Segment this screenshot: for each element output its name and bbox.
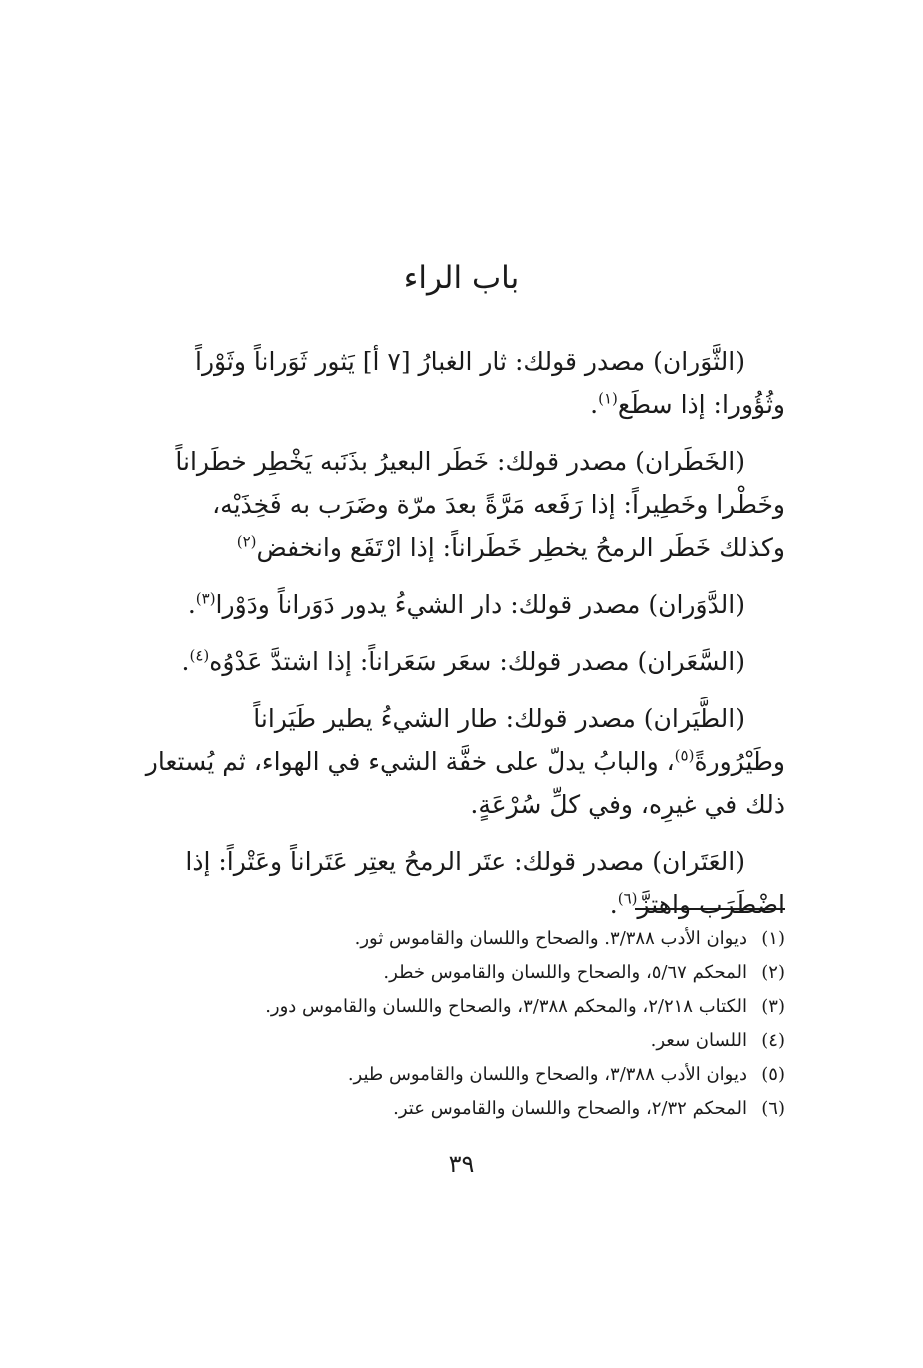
entry-line: وثُؤُورا: إذا سطَع$^{(١)}$. — [590, 389, 785, 419]
entry-ataran — [135, 840, 785, 926]
footnote: (٢)المحكم ٥/٦٧، والصحاح واللسان والقاموس خطر. — [383, 962, 785, 983]
footnote: (٦)المحكم ٢/٣٢، والصحاح واللسان والقاموس عتر. — [393, 1098, 785, 1119]
footnote-ref: (٥) — [674, 746, 695, 765]
entry-khataran — [135, 440, 785, 569]
footnote: (٥)ديوان الأدب ٣/٣٨٨، والصحاح واللسان والقاموس طير. — [347, 1064, 785, 1085]
entry-line: (الثَّوَران) مصدر قولك: ثار الغبارُ [٧ أ] يَثور ثَوَراناً وثَوْراً — [195, 347, 745, 376]
entry-line: وطَيْرُورةً$^{(٥)}$، والبابُ يدلّ على خفَّة الشيء في الهواء، ثم يُستعار — [145, 746, 785, 776]
entry-saaran — [135, 640, 785, 683]
footnote-ref: (٦) — [617, 889, 638, 908]
footnote: (٣)الكتاب ٢/٢١٨، والمحكم ٣/٣٨٨، والصحاح واللسان والقاموس دور. — [265, 996, 785, 1017]
entry-line: (الطَّيَران) مصدر قولك: طار الشيءُ يطير طَيَراناً — [253, 704, 745, 733]
entry-line: (السَّعَران) مصدر قولك: سعَر سَعَراناً: إذا اشتدَّ عَدْوُه$^{(٤)}$. — [181, 646, 745, 676]
footnote: (١)ديوان الأدب ٣/٣٨٨. والصحاح واللسان والقاموس ثور. — [354, 928, 785, 949]
body-text — [135, 340, 785, 940]
entry-line: (الخَطَران) مصدر قولك: خَطَر البعيرُ بذَنَبه يَخْطِر خطَراناً — [175, 447, 745, 476]
footnote-ref: (٣) — [195, 589, 216, 608]
footnotes — [135, 922, 785, 1126]
chapter-title: باب الراء — [403, 260, 520, 296]
entry-line: ذلك في غيرِه، وفي كلِّ سُرْعَةٍ. — [470, 790, 785, 819]
entry-line: وخَطْرا وخَطِيراً: إذا رَفَعه مَرَّةً بعدَ مرّة وضَرَب به فَخِذَيْه، — [212, 490, 785, 519]
entry-thawaran — [135, 340, 785, 426]
entry-dawaran — [135, 583, 785, 626]
entry-line: (العَتَران) مصدر قولك: عتَر الرمحُ يعتِر عَتَراناً وعَتْراً: إذا — [185, 847, 745, 876]
footnote-ref: (١) — [598, 389, 618, 408]
entry-line: اضْطَرَب واهتزَّ$^{(٦)}$. — [609, 889, 785, 919]
footnote-divider — [635, 908, 785, 910]
footnote-ref: (٤) — [189, 646, 210, 665]
footnote: (٤)اللسان سعر. — [650, 1030, 785, 1051]
entry-line: وكذلك خَطَر الرمحُ يخطِر خَطَراناً: إذا ارْتَفَع وانخفض$^{(٢)}$ — [236, 532, 785, 562]
footnote-ref: (٢) — [236, 532, 257, 551]
page-number: ٣٩ — [448, 1150, 475, 1178]
entry-line: (الدَّوَران) مصدر قولك: دار الشيءُ يدور دَوَراناً ودَوْرا$^{(٣)}$. — [187, 589, 745, 619]
entry-tayaran — [135, 697, 785, 826]
